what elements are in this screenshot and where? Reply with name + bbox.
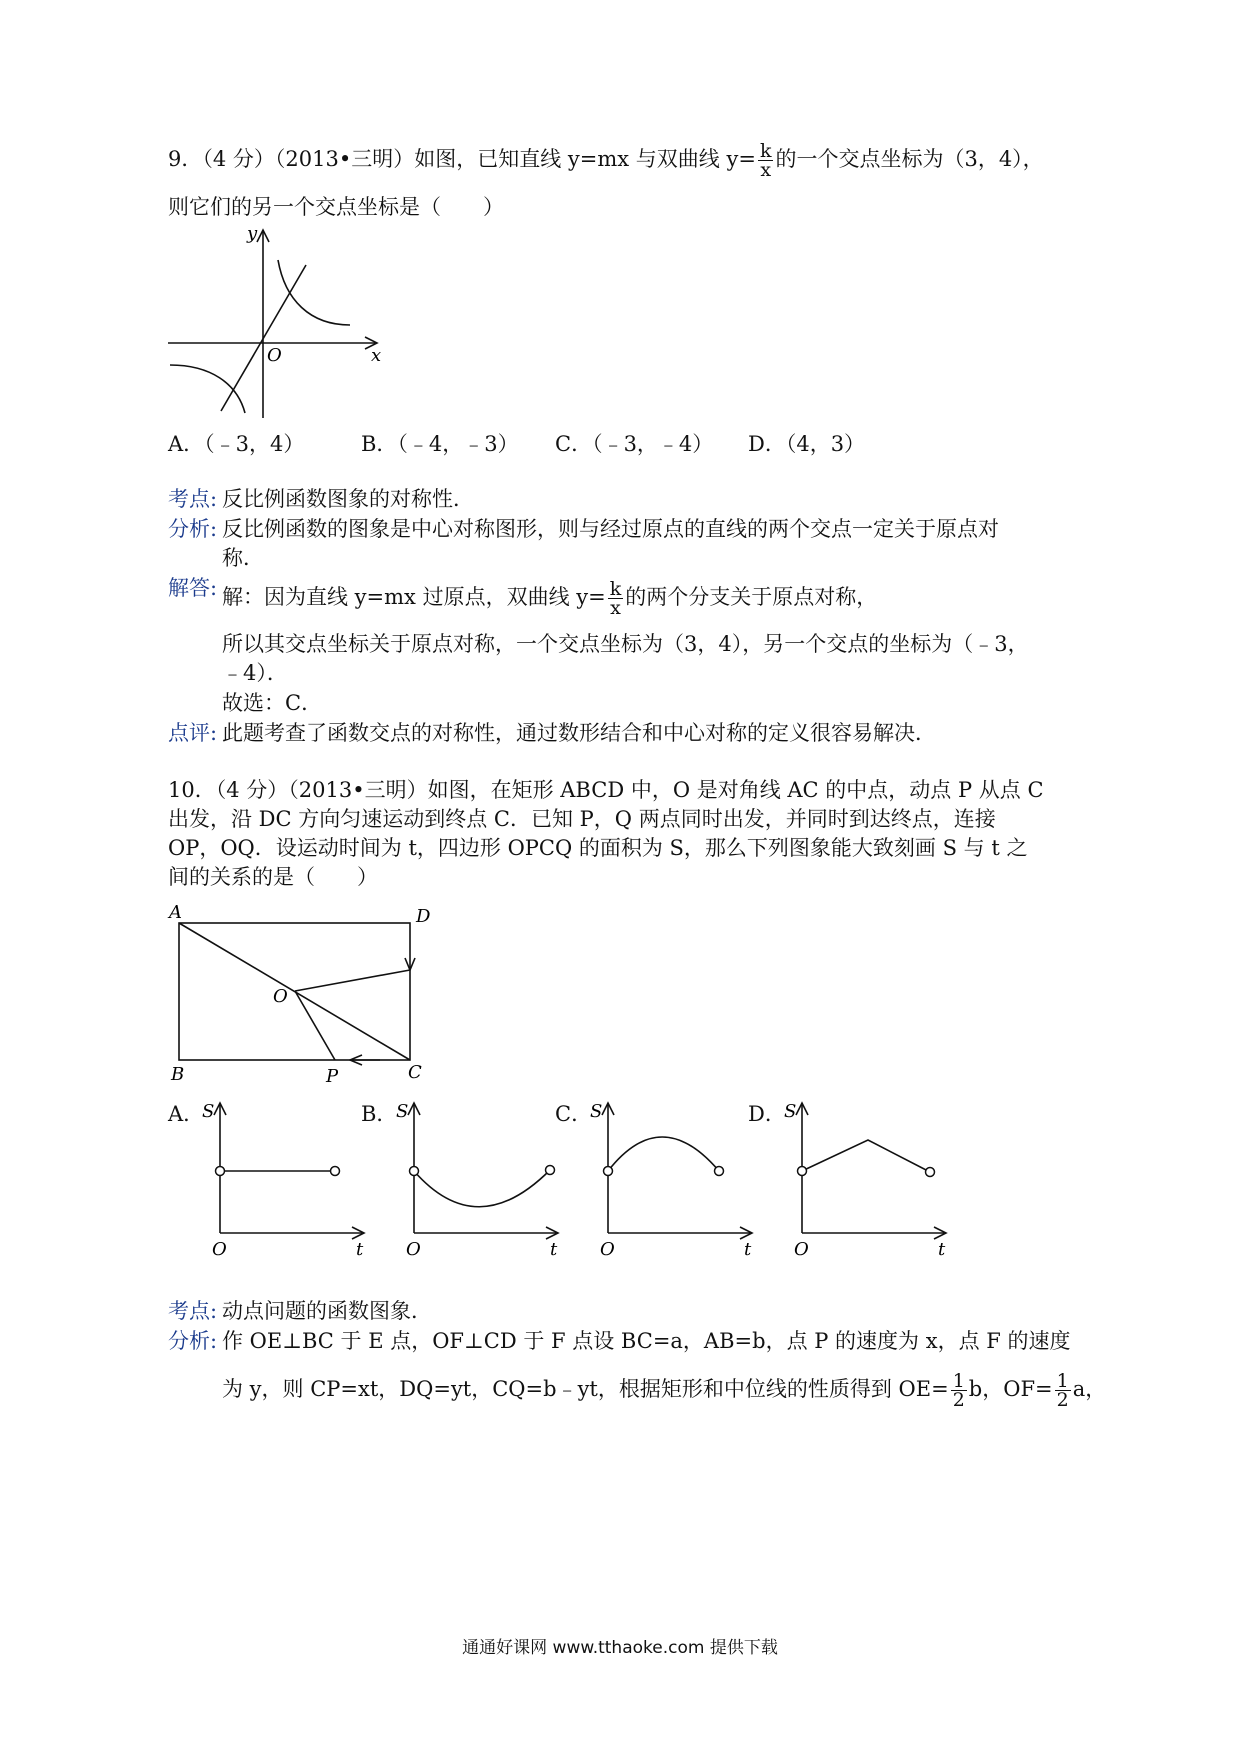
q10-kaodian-text: 动点问题的函数图象． [222,1299,432,1323]
q9-kaodian-text: 反比例函数图象的对称性． [222,487,474,511]
graph-b-start-point [410,1167,419,1176]
q10-label-a: A [169,902,182,923]
q9-option-a: A．（﹣3，4） [168,432,305,456]
q9-jieda-line4: 故选：C． [222,691,323,715]
q10-frac2-num: 1 [1056,1370,1069,1392]
q10-kaodian-label: 考点: [168,1299,218,1323]
graph-a-end-point [331,1167,340,1176]
q10-graph-a [198,1095,378,1260]
q9-jieda-fraction [608,580,624,617]
q10-fenxi-label: 分析: [168,1329,218,1353]
q10-option-b-letter: B． [361,1102,398,1126]
q10-label-c: C [408,1062,422,1083]
graph-c-curve [608,1137,719,1171]
q10-fenxi-2-post: a， [1072,1377,1107,1401]
q9-graph [165,225,395,425]
q9-dianping-text: 此题考查了函数交点的对称性，通过数形结合和中心对称的定义很容易解决． [222,721,936,745]
graph-a-s-label: S [202,1101,215,1122]
graph-b-end-point [546,1166,555,1175]
q10-stem-line1: 10．（4 分）（2013•三明）如图，在矩形 ABCD 中，O 是对角线 AC 的中点，动点 P 从点 C [168,778,1044,802]
q9-fenxi-label: 分析: [168,517,218,541]
q9-jieda-line1 [222,580,877,617]
q10-option-c-letter: C． [555,1102,593,1126]
q9-jieda-line3: ﹣4）． [222,661,288,685]
q9-stem-line2: 则它们的另一个交点坐标是（ ） [168,195,504,219]
graph-c-start-point [604,1167,613,1176]
q9-hyperbola-branch-1 [278,260,350,325]
q10-graph-b [392,1095,572,1260]
q9-jieda-frac-den: x [610,597,621,619]
graph-b-o-label: O [406,1239,421,1260]
q10-fenxi-2-pre: 为 y，则 CP=xt，DQ=yt，CQ=b﹣yt，根据矩形和中位线的性质得到 OE= [222,1377,949,1401]
q9-jieda-label: 解答: [168,576,218,600]
q10-option-d-letter: D． [748,1102,786,1126]
page-footer: 通通好课网 www.tthaoke.com 提供下载 [462,1638,778,1658]
graph-d-t-label: t [938,1239,946,1260]
graph-c-s-label: S [590,1101,603,1122]
q9-jieda-pre: 解：因为直线 y=mx 过原点，双曲线 y= [222,585,606,609]
q9-option-c: C．（﹣3，﹣4） [555,432,714,456]
graph-b-s-label: S [396,1101,409,1122]
q10-fenxi-2-mid: b，OF= [968,1377,1053,1401]
graph-a-start-point [216,1167,225,1176]
q10-fraction-2 [1055,1372,1071,1409]
q9-frac-den: x [760,159,772,181]
q9-jieda-post: 的两个分支关于原点对称， [625,585,878,609]
q9-fenxi-line2: 称． [222,546,264,570]
q10-frac1-num: 1 [952,1370,965,1392]
graph-c-t-label: t [744,1239,752,1260]
q9-jieda-frac-num: k [609,578,622,600]
q9-label-x: x [371,345,382,366]
q10-label-o: O [273,986,288,1007]
q10-frac1-den: 2 [952,1389,965,1411]
graph-c-end-point [715,1167,724,1176]
graph-b-curve [414,1170,550,1207]
q10-frac2-den: 2 [1056,1389,1069,1411]
q9-stem-post: 的一个交点坐标为（3，4）， [775,147,1044,171]
q10-rectangle-figure [165,900,455,1090]
q10-graph-d [780,1095,960,1260]
q10-segment-oq [295,970,410,991]
q9-label-o: O [267,345,282,366]
q10-fenxi-line2 [222,1372,1106,1409]
q10-fenxi-line1: 作 OE⊥BC 于 E 点，OF⊥CD 于 F 点设 BC=a，AB=b，点 P 的速度为 x，点 F 的速度 [222,1329,1071,1353]
q10-option-a-letter: A． [168,1102,205,1126]
graph-d-s-label: S [784,1101,797,1122]
graph-a-o-label: O [212,1239,227,1260]
q9-stem-pre: 9．（4 分）（2013•三明）如图，已知直线 y=mx 与双曲线 y= [168,147,756,171]
graph-c-o-label: O [600,1239,615,1260]
graph-d-curve [802,1140,930,1172]
q10-label-p: P [326,1066,339,1087]
q9-stem-line1 [168,142,1044,179]
q10-fraction-1 [951,1372,967,1409]
graph-d-o-label: O [794,1239,809,1260]
q9-dianping-label: 点评: [168,721,218,745]
q9-option-d: D．（4，3） [748,432,866,456]
q10-label-d: D [416,906,431,927]
graph-b-t-label: t [550,1239,558,1260]
q10-stem-line2: 出发，沿 DC 方向匀速运动到终点 C．已知 P，Q 两点同时出发，并同时到达终点，连接 [168,807,996,831]
q10-graph-c [586,1095,766,1260]
q9-frac-num: k [759,140,772,162]
graph-a-t-label: t [356,1239,364,1260]
q9-jieda-line2: 所以其交点坐标关于原点对称，一个交点坐标为（3，4），另一个交点的坐标为（﹣3， [222,632,1029,656]
q10-label-b: B [171,1064,185,1085]
graph-d-end-point [926,1168,935,1177]
q9-kaodian-label: 考点: [168,487,218,511]
q9-option-b: B．（﹣4，﹣3） [361,432,519,456]
q9-fraction [758,142,774,179]
q9-label-y: y [247,223,258,244]
graph-d-start-point [798,1167,807,1176]
q10-stem-line4: 间的关系的是（ ） [168,865,378,889]
q9-fenxi-line1: 反比例函数的图象是中心对称图形，则与经过原点的直线的两个交点一定关于原点对 [222,517,999,541]
q10-stem-line3: OP，OQ．设运动时间为 t，四边形 OPCQ 的面积为 S，那么下列图象能大致刻画 S 与 t 之 [168,836,1028,860]
q10-segment-op [295,991,335,1060]
